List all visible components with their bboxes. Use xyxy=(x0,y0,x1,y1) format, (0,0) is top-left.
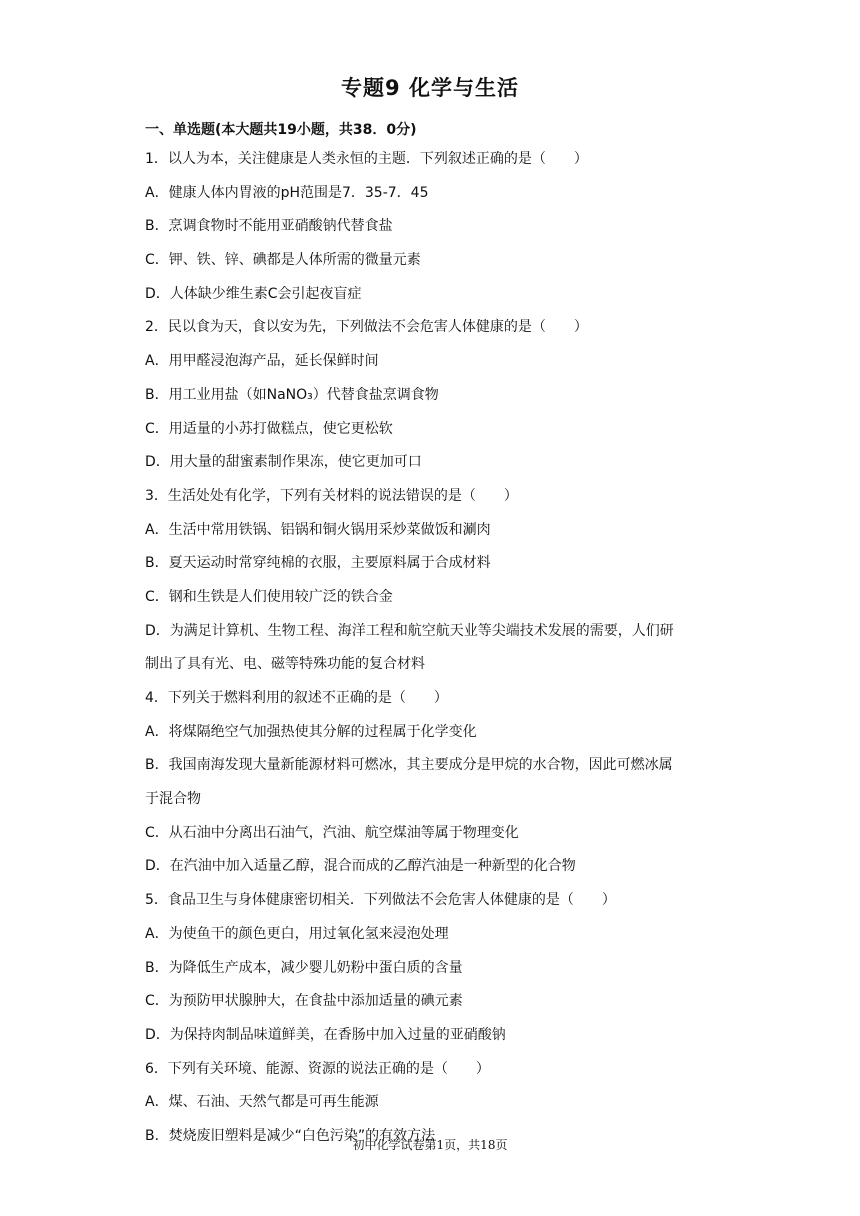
text-line: B．我国南海发现大量新能源材料可燃冰，其主要成分是甲烷的水合物，因此可燃冰属 xyxy=(145,757,673,774)
text-line: 4．下列关于燃料利用的叙述不正确的是（ ） xyxy=(145,690,448,706)
text-line: D．人体缺少维生素C会引起夜盲症 xyxy=(145,285,362,302)
text-line: B．夏天运动时常穿纯棉的衣服，主要原料属于合成材料 xyxy=(145,555,491,572)
document-title: 专题9 化学与生活 xyxy=(341,76,519,100)
question-list xyxy=(145,143,725,1154)
text-line: C．为预防甲状腺肿大，在食盐中添加适量的碘元素 xyxy=(145,993,463,1010)
text-line: B．用工业用盐（如NaNO₃）代替食盐烹调食物 xyxy=(145,386,439,403)
text-line: B．烹调食物时不能用亚硝酸钠代替食盐 xyxy=(145,218,393,235)
text-line: 3．生活处处有化学，下列有关材料的说法错误的是（ ） xyxy=(145,487,518,504)
text-line: A．将煤隔绝空气加强热使其分解的过程属于化学变化 xyxy=(145,723,477,740)
text-line: A．为使鱼干的颜色更白，用过氧化氢来浸泡处理 xyxy=(145,925,449,942)
text-line: 1．以人为本，关注健康是人类永恒的主题．下列叙述正确的是（ ） xyxy=(145,151,588,167)
text-line: C．用适量的小苏打做糕点，使它更松软 xyxy=(145,420,393,437)
text-line: 于混合物 xyxy=(145,791,201,808)
text-line: B．为降低生产成本，减少婴儿奶粉中蛋白质的含量 xyxy=(145,959,463,976)
text-line: 5．食品卫生与身体健康密切相关．下列做法不会危害人体健康的是（ ） xyxy=(145,892,616,909)
page-footer: 初中化学试卷第1页，共18页 xyxy=(352,1138,508,1152)
text-line: D．为满足计算机、生物工程、海洋工程和航空航天业等尖端技术发展的需要，人们研 xyxy=(145,622,674,639)
section-heading: 一、单选题(本大题共19小题，共38．0分) xyxy=(145,122,417,138)
text-line: A．生活中常用铁锅、铝锅和铜火锅用采炒菜做饭和涮肉 xyxy=(145,521,491,538)
text-line: B．焚烧废旧塑料是减少“白色污染”的有效方法 xyxy=(145,1127,436,1144)
text-line: A．健康人体内胃液的pH范围是7．35-7．45 xyxy=(145,184,429,201)
text-line: C．钢和生铁是人们使用较广泛的铁合金 xyxy=(145,588,393,605)
text-line: C．从石油中分离出石油气，汽油、航空煤油等属于物理变化 xyxy=(145,824,519,841)
text-line: 6．下列有关环境、能源、资源的说法正确的是（ ） xyxy=(145,1060,490,1077)
text-line: A．用甲醛浸泡海产品，延长保鲜时间 xyxy=(145,353,379,370)
text-line: D．用大量的甜蜜素制作果冻，使它更加可口 xyxy=(145,454,422,471)
text-line: C．钾、铁、锌、碘都是人体所需的微量元素 xyxy=(145,252,421,269)
text-line: 2．民以食为天，食以安为先，下列做法不会危害人体健康的是（ ） xyxy=(145,319,588,336)
text-line: A．煤、石油、天然气都是可再生能源 xyxy=(145,1094,379,1111)
text-line: 制出了具有光、电、磁等特殊功能的复合材料 xyxy=(145,656,425,673)
text-line: D．在汽油中加入适量乙醇，混合而成的乙醇汽油是一种新型的化合物 xyxy=(145,858,576,875)
text-line: D．为保持肉制品味道鲜美，在香肠中加入过量的亚硝酸钠 xyxy=(145,1026,506,1043)
